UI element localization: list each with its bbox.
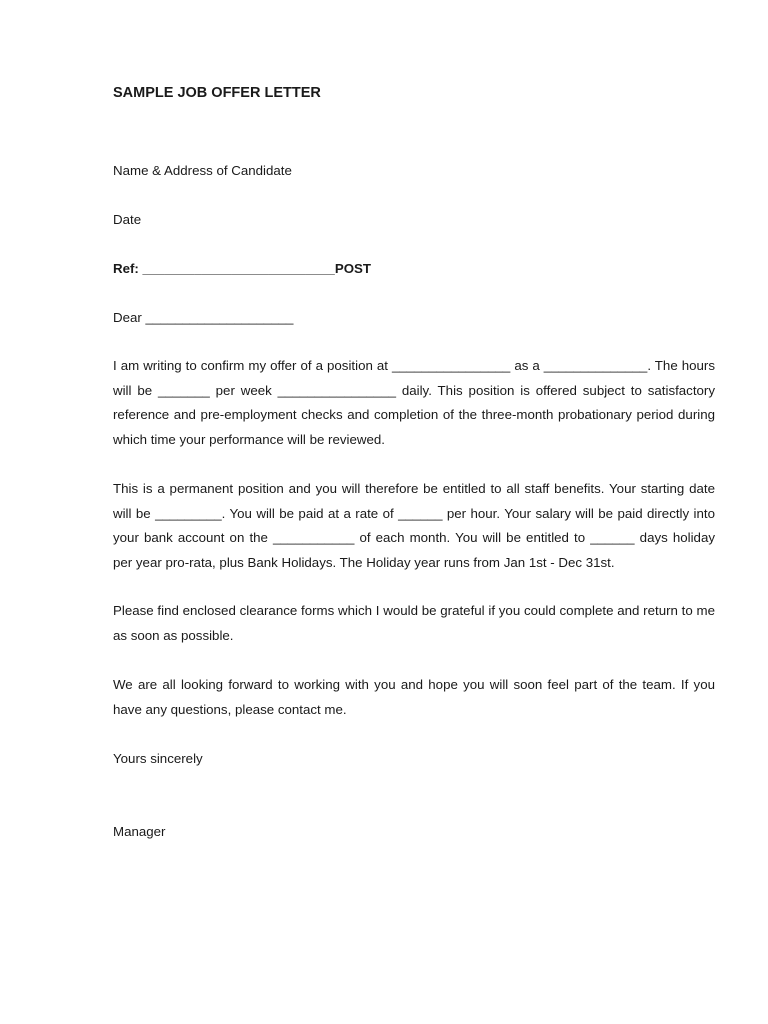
clearance-paragraph-text: Please find enclosed clearance forms which I would be grateful if you could complete and return to me as soon as possible. — [113, 603, 715, 643]
date-line: Date — [113, 212, 142, 227]
offer-paragraph-text: I am writing to confirm my offer of a position at ________________ as a ______________. The hours will be _______ per week ________________ daily. This position is offered subject to satisfactory reference and pre-employment checks and completion of the three-month probationary period during which time your performance will be reviewed. — [113, 358, 715, 447]
offer-paragraph — [113, 354, 715, 452]
salutation-line: Dear ____________________ — [113, 310, 294, 325]
signature-title: Manager — [113, 824, 166, 839]
letter-title: SAMPLE JOB OFFER LETTER — [113, 85, 321, 101]
closing-salutation: Yours sincerely — [113, 751, 203, 766]
benefits-paragraph-text: This is a permanent position and you will therefore be entitled to all staff benefits. Your starting date will be _________. You will be paid at a rate of ______ per hour. Your salary will be paid directly into your bank account on the ___________ of each month. You will be entitled to ______ days holiday per year pro-rata, plus Bank Holidays. The Holiday year runs from Jan 1st - Dec 31st. — [113, 481, 715, 570]
closing-paragraph — [113, 673, 715, 722]
candidate-name-address: Name & Address of Candidate — [113, 163, 292, 178]
benefits-paragraph — [113, 477, 715, 575]
clearance-paragraph — [113, 599, 715, 648]
reference-line: Ref: __________________________POST — [113, 261, 372, 276]
closing-paragraph-text: We are all looking forward to working with you and hope you will soon feel part of the team. If you have any questions, please contact me. — [113, 677, 715, 717]
